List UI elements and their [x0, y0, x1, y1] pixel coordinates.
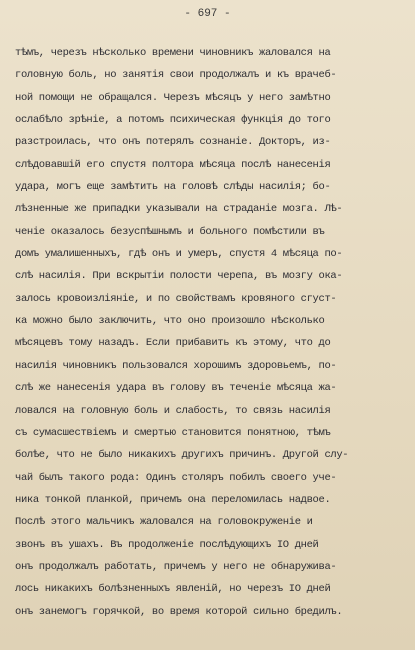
text-line: ника тонкой планкой, причемъ она переломилась надвое.: [15, 493, 331, 506]
text-line: лось никакихъ болѣзненныхъ явленій, но черезъ IO дней: [15, 583, 331, 596]
text-line: звонъ въ ушахъ. Въ продолженіе послѣдующихъ IO дней: [15, 538, 319, 551]
text-line: слѣ насилія. При вскрытіи полости черепа, въ мозгу ока-: [15, 270, 343, 283]
text-line: ной помощи не обращался. Черезъ мѣсяцъ у него замѣтно: [15, 91, 331, 104]
text-line: чай былъ такого рода: Одинъ столяръ побилъ своего уче-: [15, 471, 337, 484]
text-line: съ сумасшествіемъ и смертью становится понятною, тѣмъ: [15, 426, 331, 439]
text-line: насилія чиновникъ пользовался хорошимъ здоровьемъ, по-: [15, 359, 337, 372]
text-line: ченіе оказалось безуспѣшнымъ и больного помѣстили въ: [15, 225, 325, 238]
text-line: онъ занемогъ горячкой, во время которой сильно бредилъ.: [15, 605, 343, 618]
text-line: головную боль, но занятія свои продолжалъ и къ врачеб-: [15, 69, 337, 82]
text-line: ловался на головную боль и слабость, то связь насилія: [15, 404, 331, 417]
page-number: - 697 -: [184, 8, 231, 20]
text-line: онъ продолжалъ работать, причемъ у него не обнаружива-: [15, 560, 337, 573]
text-line: залось кровоизліяніе, и по свойствамъ кровяного сгуст-: [15, 292, 337, 305]
text-line: ка можно было заключить, что оно произошло нѣсколько: [15, 315, 325, 328]
text-line: слѣ же нанесенія удара въ голову въ теченіе мѣсяца жа-: [15, 382, 337, 395]
text-line: мѣсяцевъ тому назадъ. Если прибавить къ этому, что до: [15, 337, 331, 350]
text-line: лѣзненные же припадки указывали на страданіе мозга. Лѣ-: [15, 203, 343, 216]
text-line: удара, могъ еще замѣтить на головѣ слѣды насилія; бо-: [15, 181, 331, 194]
text-line: разстроилась, что онъ потерялъ сознаніе. Докторъ, из-: [15, 136, 331, 149]
text-line: домъ умалишенныхъ, гдѣ онъ и умеръ, спустя 4 мѣсяца по-: [15, 248, 343, 261]
body-text: [15, 42, 405, 623]
text-line: болѣе, что не было никакихъ другихъ причинъ. Другой слу-: [15, 449, 349, 462]
text-line: ослабѣло зрѣніе, а потомъ психическая функція до того: [15, 114, 331, 127]
text-line: Послѣ этого мальчикъ жаловался на головокруженіе и: [15, 516, 313, 529]
text-line: слѣдовавшій его спустя полтора мѣсяца послѣ нанесенія: [15, 158, 331, 171]
text-line: тѣмъ, черезъ нѣсколько времени чиновникъ жаловался на: [15, 47, 331, 59]
